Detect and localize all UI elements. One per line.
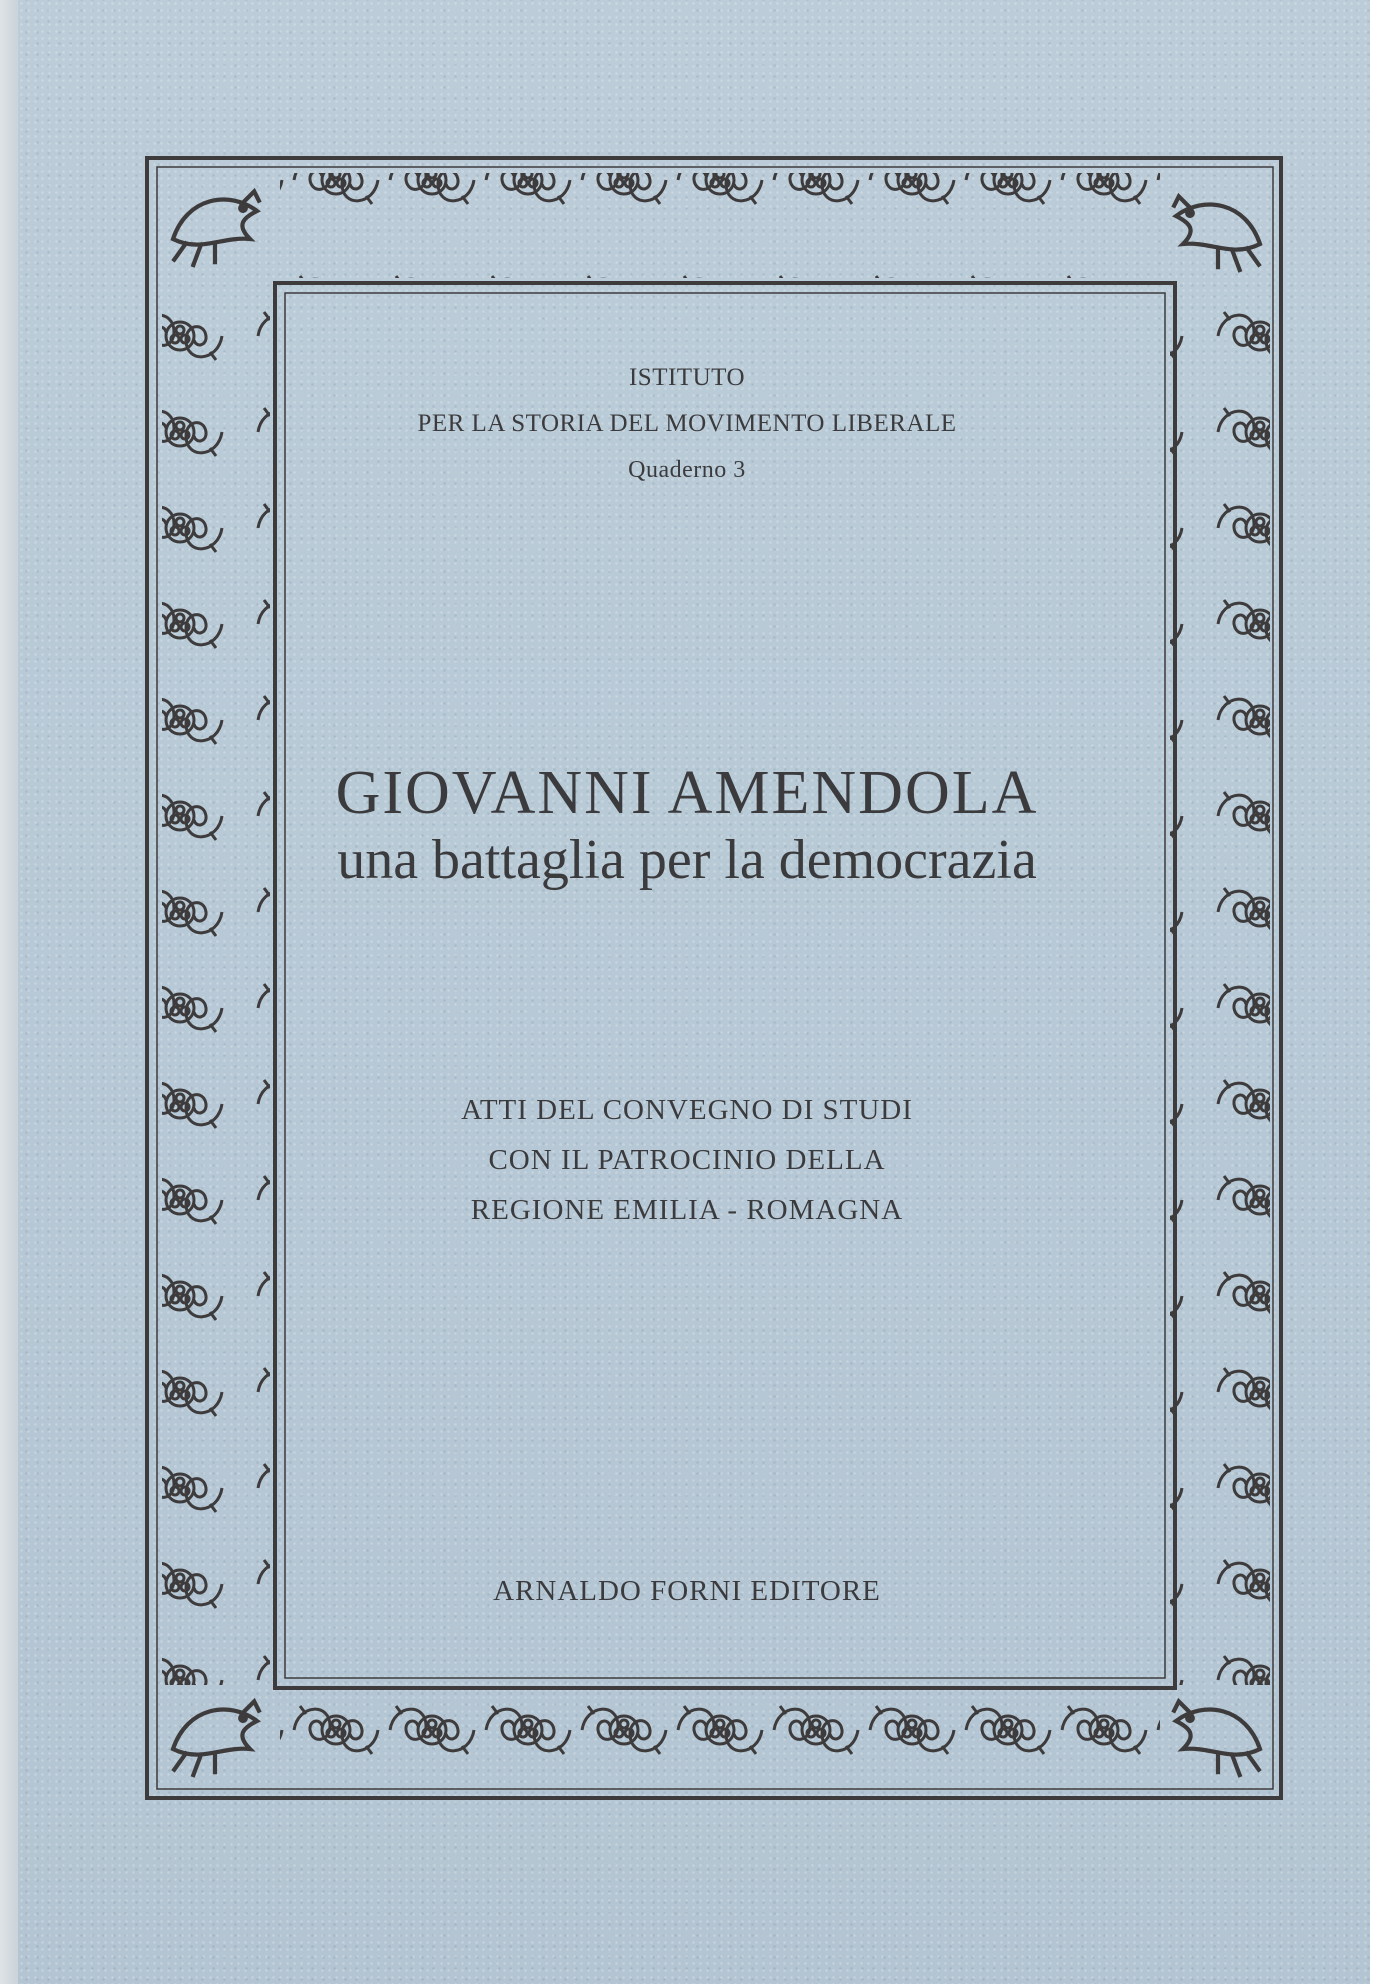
book-title xyxy=(0,760,1374,894)
inner-rule xyxy=(275,283,1175,1688)
corner-bottom-right-bird-icon xyxy=(1173,1701,1260,1777)
inner-inner-rule xyxy=(285,293,1165,1678)
bottom-ornament-band xyxy=(280,1683,1160,1773)
publisher-name: ARNALDO FORNI EDITORE xyxy=(493,1575,881,1607)
corner-top-right-bird-icon xyxy=(1173,196,1260,272)
title-main: GIOVANNI AMENDOLA xyxy=(335,759,1039,827)
series-heading xyxy=(0,355,1374,493)
title-subtitle: una battaglia per la democrazia xyxy=(337,829,1037,891)
top-ornament-band xyxy=(280,173,1160,278)
proceedings-line-3: REGIONE EMILIA - ROMAGNA xyxy=(470,1194,904,1226)
publisher-block xyxy=(0,1575,1374,1608)
series-issue: Quaderno 3 xyxy=(628,457,746,483)
proceedings-line-2: CON IL PATROCINIO DELLA xyxy=(488,1144,886,1176)
proceedings-note xyxy=(0,1085,1374,1235)
institute-line-2: PER LA STORIA DEL MOVIMENTO LIBERALE xyxy=(417,410,957,437)
right-ornament-band xyxy=(1170,290,1270,1685)
corner-bottom-left-bird-icon xyxy=(173,1701,260,1777)
proceedings-line-1: ATTI DEL CONVEGNO DI STUDI xyxy=(461,1094,913,1126)
left-ornament-band xyxy=(162,290,270,1685)
corner-top-left-bird-icon xyxy=(173,191,260,267)
institute-line-1: ISTITUTO xyxy=(628,364,746,391)
